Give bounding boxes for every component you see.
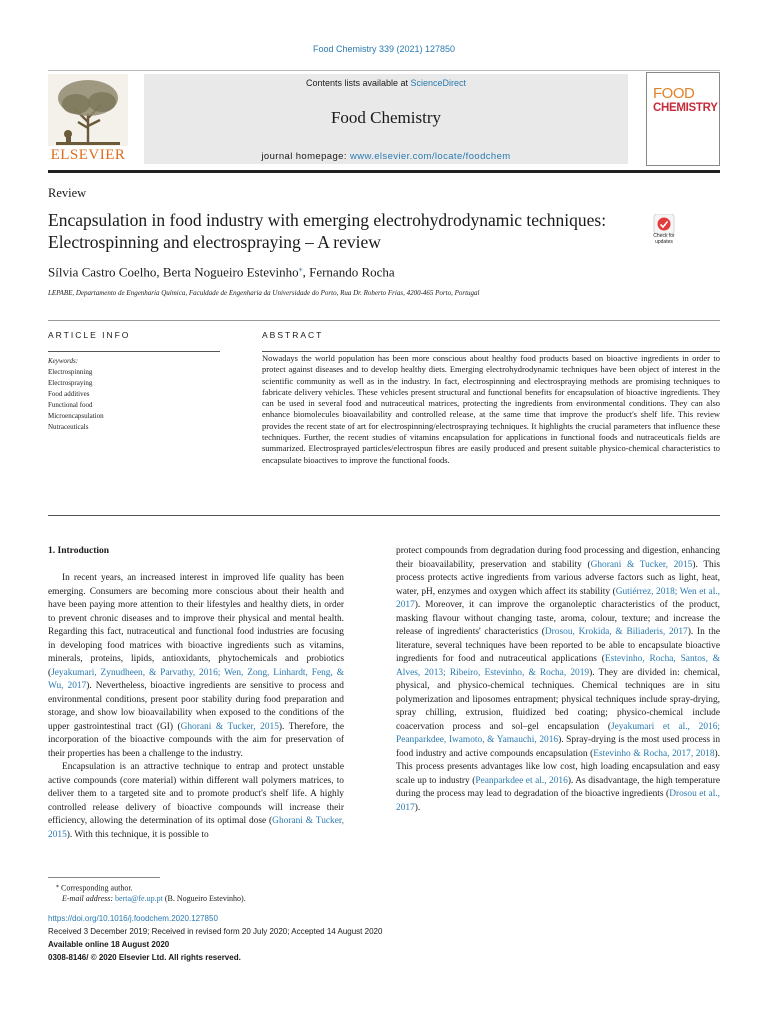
paragraph: [48, 761, 344, 842]
keywords-label: Keywords:: [48, 357, 79, 365]
cover-title-food: FOOD: [653, 85, 695, 102]
article-info-heading: ARTICLE INFO: [48, 330, 131, 340]
text-run: ). This process protects active ingredients from various adverse factors such as light, heat, water, pH, enzymes and oxygen which affect its stability (: [396, 559, 721, 597]
header-rule-bottom: [48, 170, 720, 173]
text-run: Encapsulation is an attractive technique to entrap and protect unstable active compounds (core material) within different wall polymers matrices, to deliver them to a targeted site and to promote product's shelf life. A highly controlled release delivery of bioactive compounds will increase their efficiency, allowing the determination of its optimal dose (: [48, 762, 344, 826]
corresponding-author-marker[interactable]: ⁎: [298, 264, 303, 273]
keyword-item: Electrospinning: [48, 368, 93, 376]
email-note: [62, 894, 246, 903]
author-list: [48, 264, 395, 280]
citation-link[interactable]: Drosou, Krokida, & Biliaderis, 2017: [544, 627, 688, 637]
citation-link[interactable]: Gutiérrez, 2018; Wen et al., 2017: [396, 586, 720, 610]
text-run: ). Spray-drying is the most used process in food industry and active compounds encapsulation (: [396, 735, 721, 759]
citation-link[interactable]: Estevinho, Rocha, Santos, & Alves, 2013; Ribeiro, Estevinho, & Rocha, 2019: [396, 654, 720, 678]
body-column-right: [396, 545, 720, 815]
footnote-rule: [48, 877, 160, 878]
received-dates: Received 3 December 2019; Received in revised form 20 July 2020; Accepted 14 August 2020: [48, 927, 383, 936]
keyword-item: Electrospraying: [48, 379, 93, 387]
homepage-link[interactable]: www.elsevier.com/locate/foodchem: [349, 151, 511, 162]
footnote-star: ⁎: [56, 883, 59, 889]
affiliation: LEPABE, Departamento de Engenharia Química, Faculdade de Engenharia da Universidade do Porto, Rua Dr. Roberto Frias, 4200-465 Porto, Portugal: [48, 289, 480, 297]
corresponding-text: Corresponding author.: [61, 883, 133, 893]
copyright-line: 0308-8146/ © 2020 Elsevier Ltd. All rights reserved.: [48, 953, 241, 962]
text-run: ). In the literature, several techniques have been reported to be able to encapsulate bioactive ingredients for food and nutraceutical applications (: [396, 627, 720, 664]
article-info-rule: [48, 351, 220, 352]
cover-title-chemistry: CHEMISTRY: [653, 102, 718, 114]
text-run: In recent years, an increased interest in improved life quality has been emerging. Consumers are becoming more conscious about their health and have been paying more attention to their lifestyles and healthy diets, in order to prevent chronic diseases and to improve their physical and mental health. Regarding this fact, nutraceutical and functional food industries are focusing in developing food matrices with bioactive ingredients such as vitamins, minerals, proteins, lipids, antioxidants, phytochemicals and probiotics (: [48, 573, 344, 678]
homepage-prefix: journal homepage:: [261, 151, 350, 162]
body-column-left: [48, 572, 344, 842]
contents-available-line: [144, 78, 628, 88]
text-run: ). With this technique, it is possible to: [66, 829, 209, 840]
article-type: Review: [48, 186, 87, 200]
text-run: ). They are divided in: chemical, physical, and physico-chemical techniques. Chemical techniques are in situ polymerization and liposomes entrapment; physical techniques include spray-drying, spray chilling, extrusion, fluidized bed coating; physico-chemical include coacervation process and sol–gel encapsulation (: [396, 667, 720, 732]
elsevier-wordmark: ELSEVIER: [50, 147, 126, 163]
available-online: Available online 18 August 2020: [48, 940, 170, 949]
text-run: ).: [414, 802, 421, 813]
citation-link[interactable]: Ghorani & Tucker, 2015: [48, 816, 344, 840]
text-run: ). As disadvantage, the high temperature during the process may lead to degradation of the bioactive ingredients (: [396, 775, 720, 799]
keyword-item: Microencapsulation: [48, 412, 104, 420]
info-rule-top: [48, 320, 720, 321]
text-run: ). Moreover, it can improve the organoleptic characteristics of the product, masking flavour without changing taste, aroma, colour, texture; and increase the release of ingredients' characteristics (: [396, 600, 720, 637]
corresponding-author-note: [56, 882, 133, 893]
header-rule-top: [48, 70, 720, 71]
citation-link[interactable]: Peanparkdee et al., 2016: [475, 775, 568, 786]
author-estevinho[interactable]: Berta Nogueiro Estevinho: [162, 264, 299, 280]
journal-cover-thumbnail[interactable]: [646, 72, 720, 166]
text-run: ). Nevertheless, bioactive ingredients are sensitive to process and environmental conditions, present poor stability during food preparation and storage, and show low bioavailability when exposed to the conditions of the upper gastrointestinal tract (GI) (: [48, 681, 344, 732]
text-run: protect compounds from degradation during food processing and digestion, enhancing their bioavailability, preservation and stability (: [396, 546, 720, 570]
citation-link[interactable]: Ghorani & Tucker, 2015: [590, 559, 693, 570]
citation-link[interactable]: Ghorani & Tucker, 2015: [180, 721, 279, 732]
citation-link[interactable]: Jeyakumari, Zynudheen, & Parvathy, 2016; Wen, Zong, Linhardt, Feng, & Wu, 2017: [48, 667, 344, 691]
citation-link[interactable]: Estevinho & Rocha, 2017, 2018: [593, 748, 715, 759]
text-run: ). This process presents advantages like low cost, high loading encapsulation and easy scale up to industry (: [396, 748, 720, 786]
keyword-item: Nutraceuticals: [48, 423, 89, 431]
abstract-heading: ABSTRACT: [262, 330, 324, 340]
keyword-item: Functional food: [48, 401, 93, 409]
email-link[interactable]: berta@fe.up.pt: [115, 894, 163, 903]
citation-link[interactable]: Drosou et al., 2017: [396, 789, 720, 813]
citation-link[interactable]: Jeyakumari et al., 2016; Peanparkdee, Iwamoto, & Yamauchi, 2016: [396, 721, 720, 745]
email-suffix: (B. Nogueiro Estevinho).: [162, 894, 246, 903]
body-rule-top: [48, 515, 720, 516]
sciencedirect-link[interactable]: ScienceDirect: [410, 78, 467, 88]
author-coelho[interactable]: Sílvia Castro Coelho,: [48, 264, 163, 280]
journal-title: Food Chemistry: [330, 108, 442, 127]
paragraph: [396, 545, 720, 815]
text-run: ). Therefore, the incorporation of the bioactive compounds with the aim for preservation of their properties has been a challenge to the industry.: [48, 721, 344, 759]
doi-link[interactable]: https://doi.org/10.1016/j.foodchem.2020.127850: [48, 914, 218, 923]
journal-citation[interactable]: Food Chemistry 339 (2021) 127850: [312, 44, 456, 54]
abstract-body: Nowadays the world population has been more conscious about healthy food products based on bioactive ingredients in order to protect against diseases and to develop healthy diets. Emerging electrohydrodynamic techniques have been object of interest in the scientific community as well as in the industry. In fact, electrospinning and electrospraying methods are promising techniques to fabricate delivery vehicles. These vehicles present structural and functional benefits for encapsulation of bioactive ingredients. They can be used in several food and nutraceutical matrices, protecting the ingredients from environmental conditions. They can also enhance biomolecules bioavailability and controlled release, at the same time that improve the product's shelf life. This review provides the recent state of art for electrospinning/electrospraying techniques. It highlights the crucial parameters that influence these techniques. Further, the recent studies of vitamins encapsulation for applications in functional foods and nutraceuticals fields are summarized. Electrosprayed particles/electrospun fibres are easily produced and present suitable physico-chemical characteristics to encapsulate bioactives to improve the functional foods.: [262, 353, 720, 465]
author-rocha[interactable]: , Fernando Rocha: [302, 264, 395, 280]
section-heading-introduction: 1. Introduction: [48, 546, 110, 556]
paragraph: [48, 572, 344, 761]
journal-homepage-line: [144, 151, 628, 162]
email-label: E-mail address:: [62, 894, 116, 903]
contents-prefix: Contents lists available at: [305, 78, 411, 88]
keyword-item: Food additives: [48, 390, 90, 398]
abstract-rule: [262, 351, 720, 352]
keywords-list: [48, 367, 104, 433]
check-for-updates-label[interactable]: Check for updates: [653, 233, 675, 245]
article-title: Encapsulation in food industry with emerging electrohydrodynamic techniques: Electrospinning and electrospraying – A review: [48, 210, 607, 252]
